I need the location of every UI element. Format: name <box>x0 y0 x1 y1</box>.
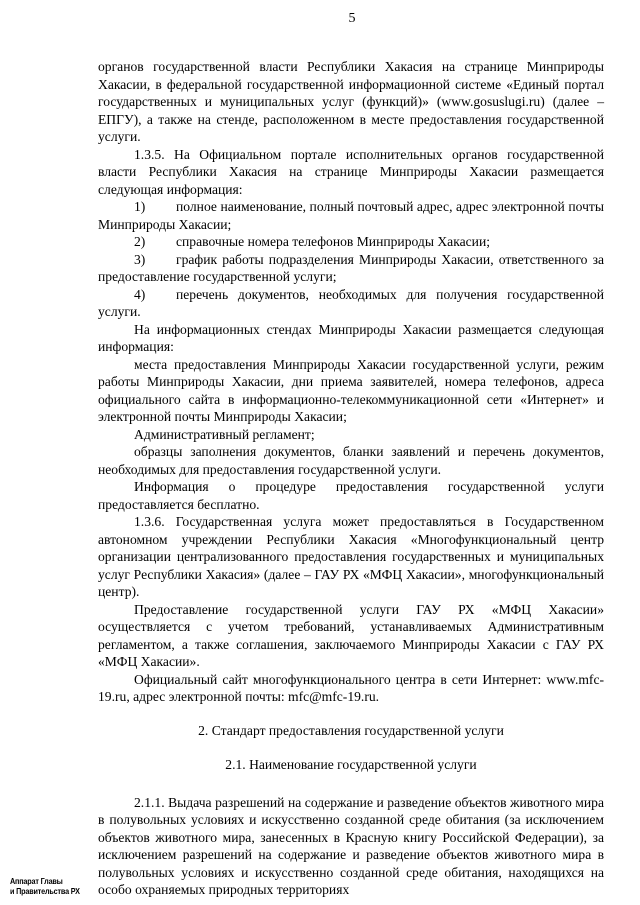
paragraph-2-1-1: 2.1.1. Выдача разрешений на содержание и разведение объектов животного мира в полувольных условиях и искусственно созданной среде обитания (за исключением объектов животного мира, занесенных в Красную книгу Российской Федерации), за исключением разрешений на содержание и разведение объектов животного мира в полувольных условиях и искусственно созданной среде обитания, находящихся на особо охраняемых природных территориях <box>98 794 604 897</box>
paragraph-1-3-5: 1.3.5. На Официальном портале исполнительных органов государственной власти Республики Хакасия на странице Минприроды Хакасии размещается следующая информация: <box>98 146 604 197</box>
paragraph: Административный регламент; <box>134 426 315 442</box>
document-body <box>98 58 604 899</box>
list-item-number: 4) <box>134 286 146 302</box>
subsection-heading: 2.1. Наименование государственной услуги <box>225 757 477 772</box>
list-item <box>98 251 604 286</box>
page-number: 5 <box>348 11 356 26</box>
paragraph: места предоставления Минприроды Хакасии государственной услуги, режим работы Минприроды Хакасии, дни приема заявителей, номера телефонов, адреса официального сайта в информационно-телекоммуникационной сети «Интернет» и электронной почты Минприроды Хакасии; <box>98 356 604 424</box>
paragraph: На информационных стендах Минприроды Хакасии размещается следующая информация: <box>98 321 604 354</box>
paragraph: образцы заполнения документов, бланки заявлений и перечень документов, необходимых для предоставления государственной услуги. <box>98 444 604 477</box>
list-item <box>98 286 604 321</box>
list-item-number: 1) <box>134 199 146 214</box>
list-item-text: перечень документов, необходимых для получения государственной услуги. <box>98 286 604 319</box>
footer-stamp <box>10 876 80 896</box>
section-heading: 2. Стандарт предоставления государственной услуги <box>198 722 504 738</box>
paragraph: Официальный сайт многофункционального центра в сети Интернет: www.mfc-19.ru, адрес электронной почты: mfc@mfc-19.ru. <box>98 671 604 704</box>
paragraph: органов государственной власти Республики Хакасия на странице Минприроды Хакасии, в федеральной государственной информационной системе «Единый портал государственных и муниципальных услуг (функций)» (www.gosuslugi.ru) (далее – ЕПГУ), а также на стенде, расположенном в месте предоставления государственной услуги. <box>98 59 604 144</box>
footer-stamp-line: Аппарат Главы <box>10 876 63 886</box>
list-item-text: график работы подразделения Минприроды Хакасии, ответственного за предоставление государственной услуги; <box>98 251 604 284</box>
list-item <box>98 233 604 251</box>
list-item-number: 2) <box>134 234 146 249</box>
footer-stamp-line: и Правительства РХ <box>10 886 80 896</box>
paragraph-1-3-6: 1.3.6. Государственная услуга может предоставляться в Государственном автономном учреждении Республики Хакасия «Многофункциональный центр организации централизованного предоставления государственных и муниципальных услуг Республики Хакасия» (далее – ГАУ РХ «МФЦ Хакасии», многофункциональный центр). <box>98 514 604 599</box>
paragraph: Предоставление государственной услуги ГАУ РХ «МФЦ Хакасии» осуществляется с учетом требований, устанавливаемых Административным регламентом, а также соглашения, заключаемого Минприроды Хакасии с ГАУ РХ «МФЦ Хакасии». <box>98 601 604 669</box>
list-item-text: справочные номера телефонов Минприроды Хакасии; <box>176 234 490 249</box>
list-item <box>98 198 604 233</box>
list-item-text: полное наименование, полный почтовый адрес, адрес электронной почты Минприроды Хакасии; <box>98 199 604 232</box>
list-item-number: 3) <box>134 251 146 267</box>
paragraph: Информация о процедуре предоставления государственной услуги предоставляется бесплатно. <box>98 479 604 512</box>
